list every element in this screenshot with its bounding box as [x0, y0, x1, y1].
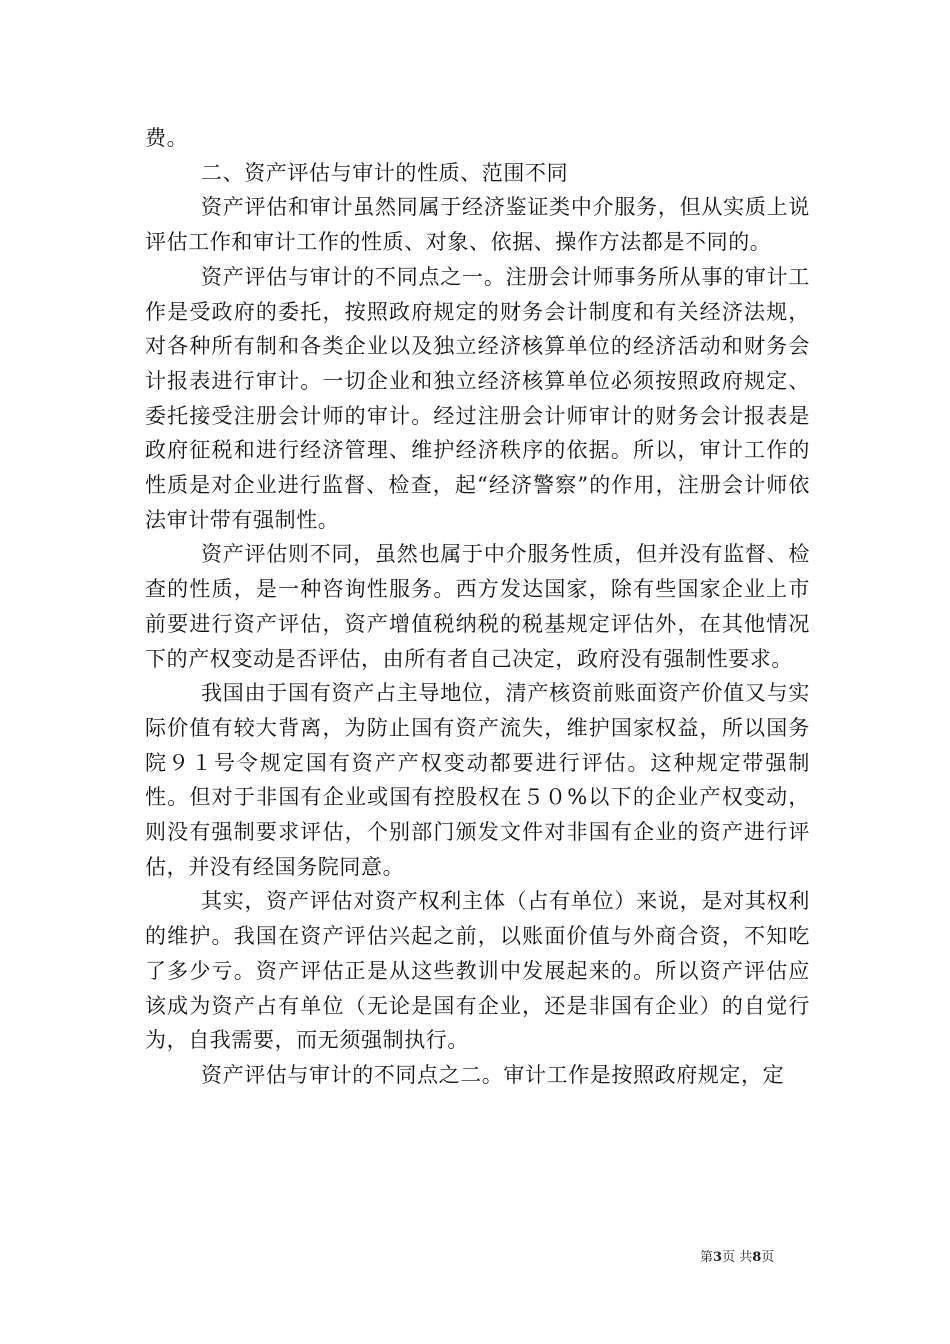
footer-middle: 页 共 [722, 1250, 753, 1265]
paragraph-5: 资产评估则不同，虽然也属于中介服务性质，但并没有监督、检查的性质，是一种咨询性服务。西方发达国家，除有些国家企业上市前要进行资产评估，资产增值税纳税的税基规定评估外，在其他情况下的产权变动是否评估，由所有者自己决定，政府没有强制性要求。 [145, 542, 810, 671]
paragraph-6: 我国由于国有资产占主导地位，清产核资前账面资产价值又与实际价值有较大背离，为防止国有资产流失，维护国家权益，所以国务院９１号令规定国有资产产权变动都要进行评估。这种规定带强制性。但对于非国有企业或国有控股权在５０%以下的企业产权变动，则没有强制要求评估，个别部门颁发文件对非国有企业的资产进行评估，并没有经国务院同意。 [145, 681, 810, 879]
paragraph-4: 资产评估与审计的不同点之一。注册会计师事务所从事的审计工作是受政府的委托，按照政府规定的财务会计制度和有关经济法规，对各种所有制和各类企业以及独立经济核算单位的经济活动和财务会计报表进行审计。一切企业和独立经济核算单位必须按照政府规定、委托接受注册会计师的审计。经过注册会计师审计的财务会计报表是政府征税和进行经济管理、维护经济秩序的依据。所以，审计工作的性质是对企业进行监督、检查，起“经济警察”的作用，注册会计师依法审计带有强制性。 [145, 264, 810, 532]
paragraph-3: 资产评估和审计虽然同属于经济鉴证类中介服务，但从实质上说评估工作和审计工作的性质、对象、依据、操作方法都是不同的。 [145, 195, 810, 255]
total-page-number: 8 [752, 1250, 762, 1265]
body-text [145, 121, 810, 1093]
current-page-number: 3 [713, 1250, 723, 1265]
footer-prefix: 第 [700, 1250, 714, 1265]
section-heading: 二、资产评估与审计的性质、范围不同 [201, 160, 569, 185]
paragraph-7: 其实，资产评估对资产权利主体（占有单位）来说，是对其权利的维护。我国在资产评估兴起之前，以账面价值与外商合资，不知吃了多少亏。资产评估正是从这些教训中发展起来的。所以资产评估应该成为资产占有单位（无论是国有企业，还是非国有企业）的自觉行为，自我需要，而无须强制执行。 [145, 889, 810, 1053]
paragraph-8: 资产评估与审计的不同点之二。审计工作是按照政府规定，定 [201, 1062, 785, 1087]
page-number-footer [700, 1246, 830, 1265]
paragraph-1: 费。 [145, 126, 189, 150]
footer-suffix: 页 [761, 1250, 775, 1265]
